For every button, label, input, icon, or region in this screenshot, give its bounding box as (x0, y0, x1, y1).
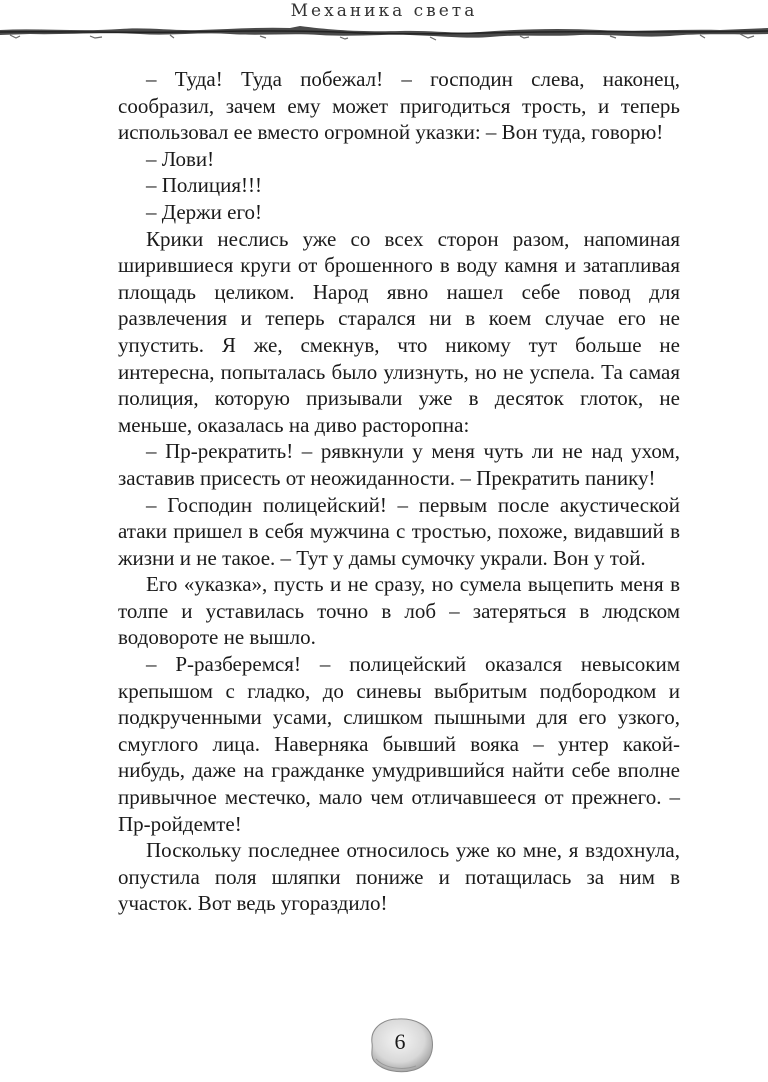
paragraph: – Лови! (146, 146, 215, 171)
page-number-badge (362, 1015, 438, 1075)
paragraph: Крики неслись уже со всех сторон разом, напоминая ширившиеся круги от брошенного в воду камня и затапливая площадь целиком. Народ явно нашел себе повод для развлечения и теперь старался ни в коем случае его не упустить. Я же, смекнув, что никому тут больше не интересна, попыталась было улизнуть, но не успела. Та самая полиция, которую призывали уже в десяток глоток, не меньше, оказалась на диво расторопна: (118, 226, 680, 437)
page-number: 6 (394, 1029, 406, 1054)
paragraph: – Полиция!!! (146, 173, 262, 198)
running-head-title: Механика света (290, 1, 478, 21)
paragraph: – Р-разберемся! – полицейский оказался невысоким крепышом с гладко, до синевы выбритым подбородком и подкрученными усами, слишком пышными для его узкого, смуглого лица. Наверняка бывший вояка – унтер какой-нибудь, даже на гражданке умудрившийся найти себе вполне привычное местечко, мало чем отличавшееся от прежнего. – Пр-ройдемте! (118, 652, 680, 836)
paragraph: – Господин полицейский! – первым после акустической атаки пришел в себя мужчина с тростью, похоже, видавший в жизни и не такое. – Тут у дамы сумочку украли. Вон у той. (118, 492, 680, 570)
paragraph: – Туда! Туда побежал! – господин слева, наконец, сообразил, зачем ему может пригодиться трость, и теперь использовал ее вместо огромной указки: – Вон туда, говорю! (118, 67, 680, 145)
body-text (118, 66, 680, 917)
page-header (0, 0, 768, 44)
paragraph: Поскольку последнее относилось уже ко мне, я вздохнула, опустила поля шляпки пониже и потащилась за ним в участок. Вот ведь угораздило! (118, 838, 680, 916)
paragraph: – Пр-рекратить! – рявкнули у меня чуть ли не над ухом, заставив присесть от неожиданности. – Прекратить панику! (118, 439, 680, 490)
paragraph: – Держи его! (146, 199, 263, 224)
torn-paper-rule (0, 18, 768, 44)
paragraph: Его «указка», пусть и не сразу, но сумела выцепить меня в толпе и уставилась точно в лоб – затеряться в людском водовороте не вышло. (118, 572, 680, 650)
